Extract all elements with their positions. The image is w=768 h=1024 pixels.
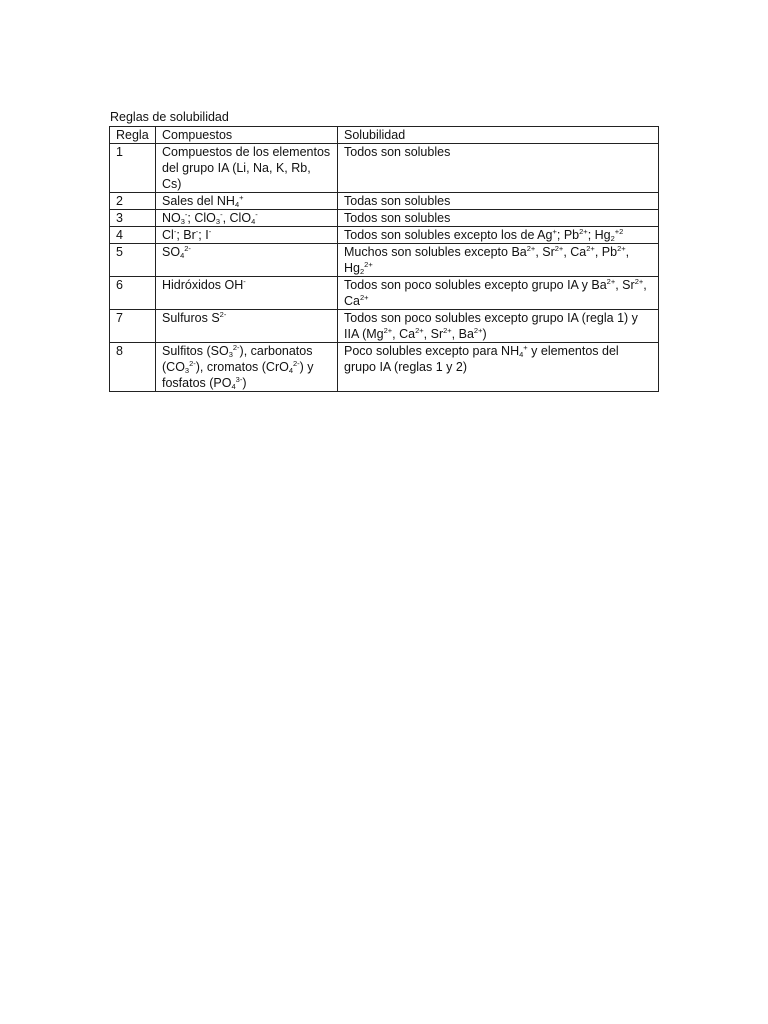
table-row bbox=[110, 210, 659, 227]
header-solubilidad: Solubilidad bbox=[338, 127, 659, 144]
cell-regla: 7 bbox=[110, 310, 156, 343]
cell-compuestos: Sulfitos $(SO_3^{2-})$, carbonatos $(CO_3^{2-})$, cromatos (CrO$_4^{2-}$) y fosfatos $(PO_4^{3-})$ bbox=[156, 343, 338, 392]
table-row bbox=[110, 244, 659, 277]
cell-regla: 6 bbox=[110, 277, 156, 310]
cell-solubilidad: Muchos son solubles excepto $Ba^{2+}$, $Sr^{2+}$, $Ca^{2+}$, $Pb^{2+}$, $Hg_2^{2+}$ bbox=[338, 244, 659, 277]
cell-compuestos: Sales del $NH_4^+$ bbox=[156, 193, 338, 210]
cell-regla: 1 bbox=[110, 144, 156, 193]
table-row bbox=[110, 277, 659, 310]
table-row bbox=[110, 193, 659, 210]
table-row bbox=[110, 227, 659, 244]
cell-compuestos: Compuestos de los elementos del grupo IA (Li, Na, K, Rb, Cs) bbox=[156, 144, 338, 193]
cell-compuestos: Hidróxidos OH- bbox=[156, 277, 338, 310]
table-header-row bbox=[110, 127, 659, 144]
cell-solubilidad: Todos son poco solubles excepto grupo IA (regla 1) y IIA ($Mg^{2+}$, $Ca^{2+}$, $Sr^{2+}$, $Ba^{2+}$) bbox=[338, 310, 659, 343]
cell-compuestos: $NO_3^-$; ClO$_3$-, ClO$_4$- bbox=[156, 210, 338, 227]
cell-solubilidad: Todos son poco solubles excepto grupo IA y $Ba^{2+}$, $Sr^{2+}$, $Ca^{2+}$ bbox=[338, 277, 659, 310]
header-compuestos: Compuestos bbox=[156, 127, 338, 144]
cell-solubilidad: Todos son solubles bbox=[338, 210, 659, 227]
cell-solubilidad: Todas son solubles bbox=[338, 193, 659, 210]
cell-regla: 8 bbox=[110, 343, 156, 392]
table-row bbox=[110, 310, 659, 343]
cell-regla: 4 bbox=[110, 227, 156, 244]
table-row bbox=[110, 144, 659, 193]
cell-compuestos: Sulfuros $S^{2-}$ bbox=[156, 310, 338, 343]
cell-solubilidad: Todos son solubles bbox=[338, 144, 659, 193]
table-row bbox=[110, 343, 659, 392]
cell-regla: 3 bbox=[110, 210, 156, 227]
document-title: Reglas de solubilidad bbox=[110, 110, 229, 124]
cell-solubilidad: Todos son solubles excepto los de Ag+; $Pb^{2+}$; $Hg_2^{+2}$ bbox=[338, 227, 659, 244]
cell-compuestos: $SO_4^{2-}$ bbox=[156, 244, 338, 277]
solubility-rules-table bbox=[109, 126, 659, 392]
cell-regla: 2 bbox=[110, 193, 156, 210]
cell-compuestos: Cl-; Br-; I- bbox=[156, 227, 338, 244]
cell-solubilidad: Poco solubles excepto para $NH_4^+$ y elementos del grupo IA (reglas 1 y 2) bbox=[338, 343, 659, 392]
header-regla: Regla bbox=[110, 127, 156, 144]
cell-regla: 5 bbox=[110, 244, 156, 277]
